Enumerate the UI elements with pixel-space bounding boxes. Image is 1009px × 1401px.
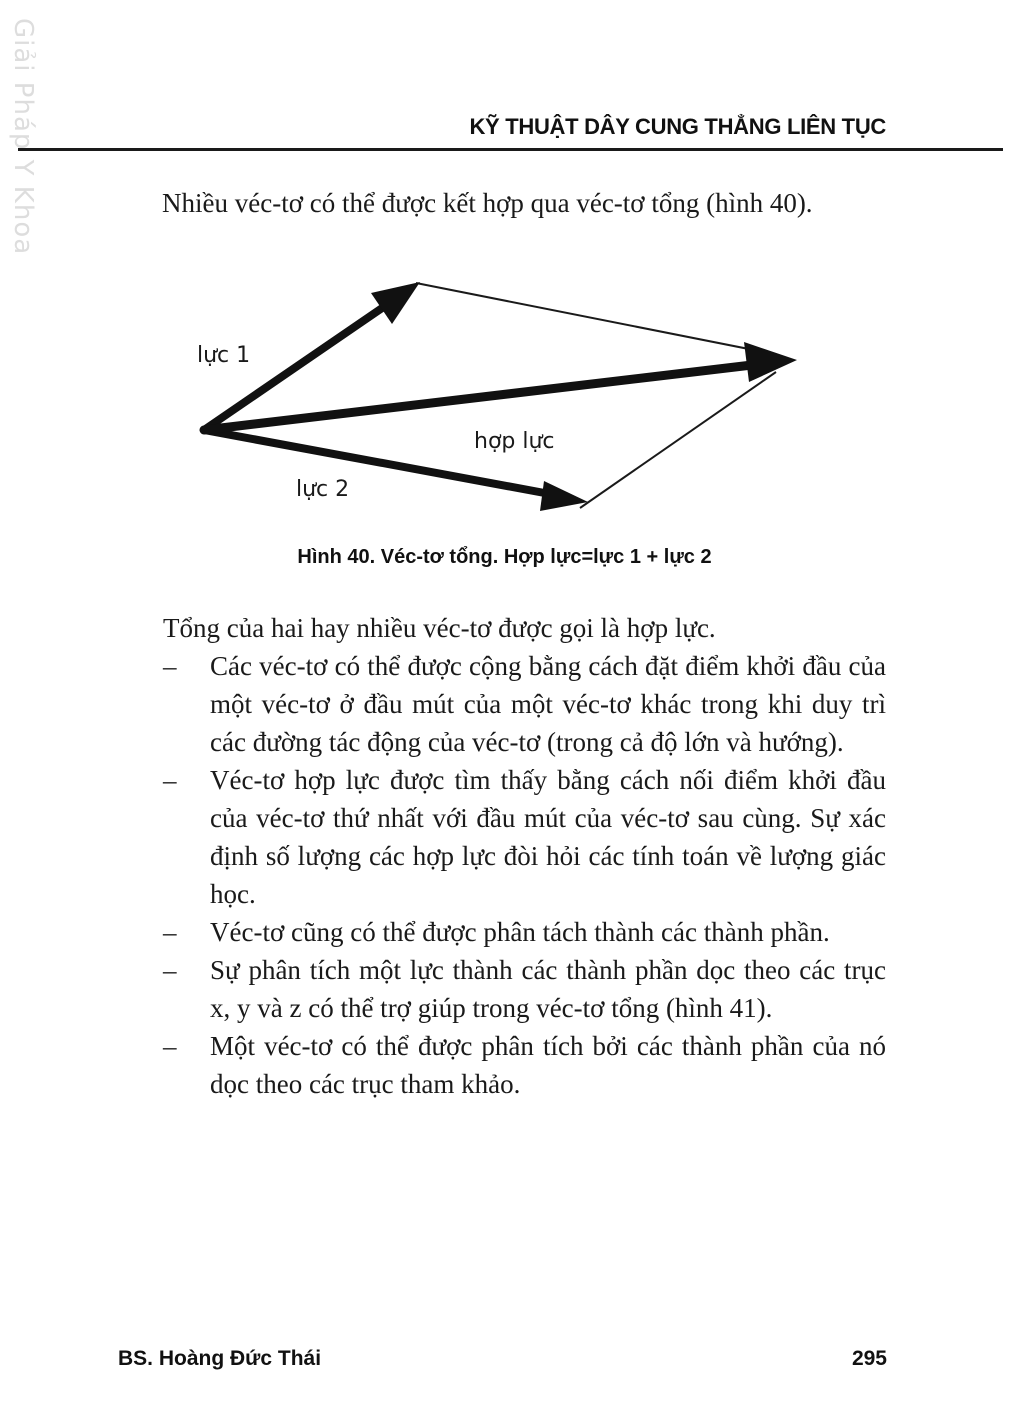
running-header: KỸ THUẬT DÂY CUNG THẲNG LIÊN TỤC	[469, 114, 886, 139]
list-item-text: Một véc-tơ có thể được phân tích bởi các thành phần của nó dọc theo các trục tham khảo.	[210, 1031, 886, 1099]
bullet-dash: –	[163, 1031, 177, 1061]
parallelogram-top-edge	[416, 283, 764, 352]
figure-caption	[0, 546, 1009, 569]
parallelogram-right-edge	[580, 372, 776, 508]
footer-author: BS. Hoàng Đức Thái	[118, 1347, 322, 1370]
list-item-text: Véc-tơ cũng có thể được phân tách thành các thành phần.	[210, 917, 830, 947]
list-item	[163, 647, 886, 761]
label-resultant: hợp lực	[474, 429, 555, 454]
list-item	[163, 1027, 886, 1103]
intro-paragraph: Nhiều véc-tơ có thể được kết hợp qua véc-tơ tổng (hình 40).	[162, 188, 813, 218]
watermark-text: Giải Pháp Y Khoa	[8, 18, 38, 256]
list-item	[163, 951, 886, 1027]
vector-sum-figure	[0, 0, 1009, 600]
label-force2: lực 2	[296, 477, 350, 502]
lead-sentence: Tổng của hai hay nhiều véc-tơ được gọi là hợp lực.	[163, 613, 716, 643]
bullet-dash: –	[163, 955, 177, 985]
bullet-dash: –	[163, 651, 177, 681]
bullet-dash: –	[163, 765, 177, 795]
list-item-text: Sự phân tích một lực thành các thành phần dọc theo các trục x, y và z có thể trợ giúp trong véc-tơ tổng (hình 41).	[210, 955, 886, 1023]
list-item	[163, 913, 886, 951]
bullet-dash: –	[163, 917, 177, 947]
label-force1: lực 1	[197, 343, 251, 368]
list-item-text: Véc-tơ hợp lực được tìm thấy bằng cách nối điểm khởi đầu của véc-tơ thứ nhất với đầu mút của véc-tơ sau cùng. Sự xác định số lượng các hợp lực đòi hỏi các tính toán về lượng giác học.	[210, 765, 886, 909]
page-number: 295	[851, 1347, 887, 1370]
force1-arrowhead	[371, 282, 420, 324]
figure-caption-text: Hình 40. Véc-tơ tổng. Hợp lực=lực 1 + lực 2	[297, 546, 712, 568]
bullet-list	[163, 647, 886, 1103]
list-item	[163, 761, 886, 913]
list-item-text: Các véc-tơ có thể được cộng bằng cách đặt điểm khởi đầu của một véc-tơ ở đầu mút của một véc-tơ khác trong khi duy trì các đường tác động của véc-tơ (trong cả độ lớn và hướng).	[210, 651, 886, 757]
